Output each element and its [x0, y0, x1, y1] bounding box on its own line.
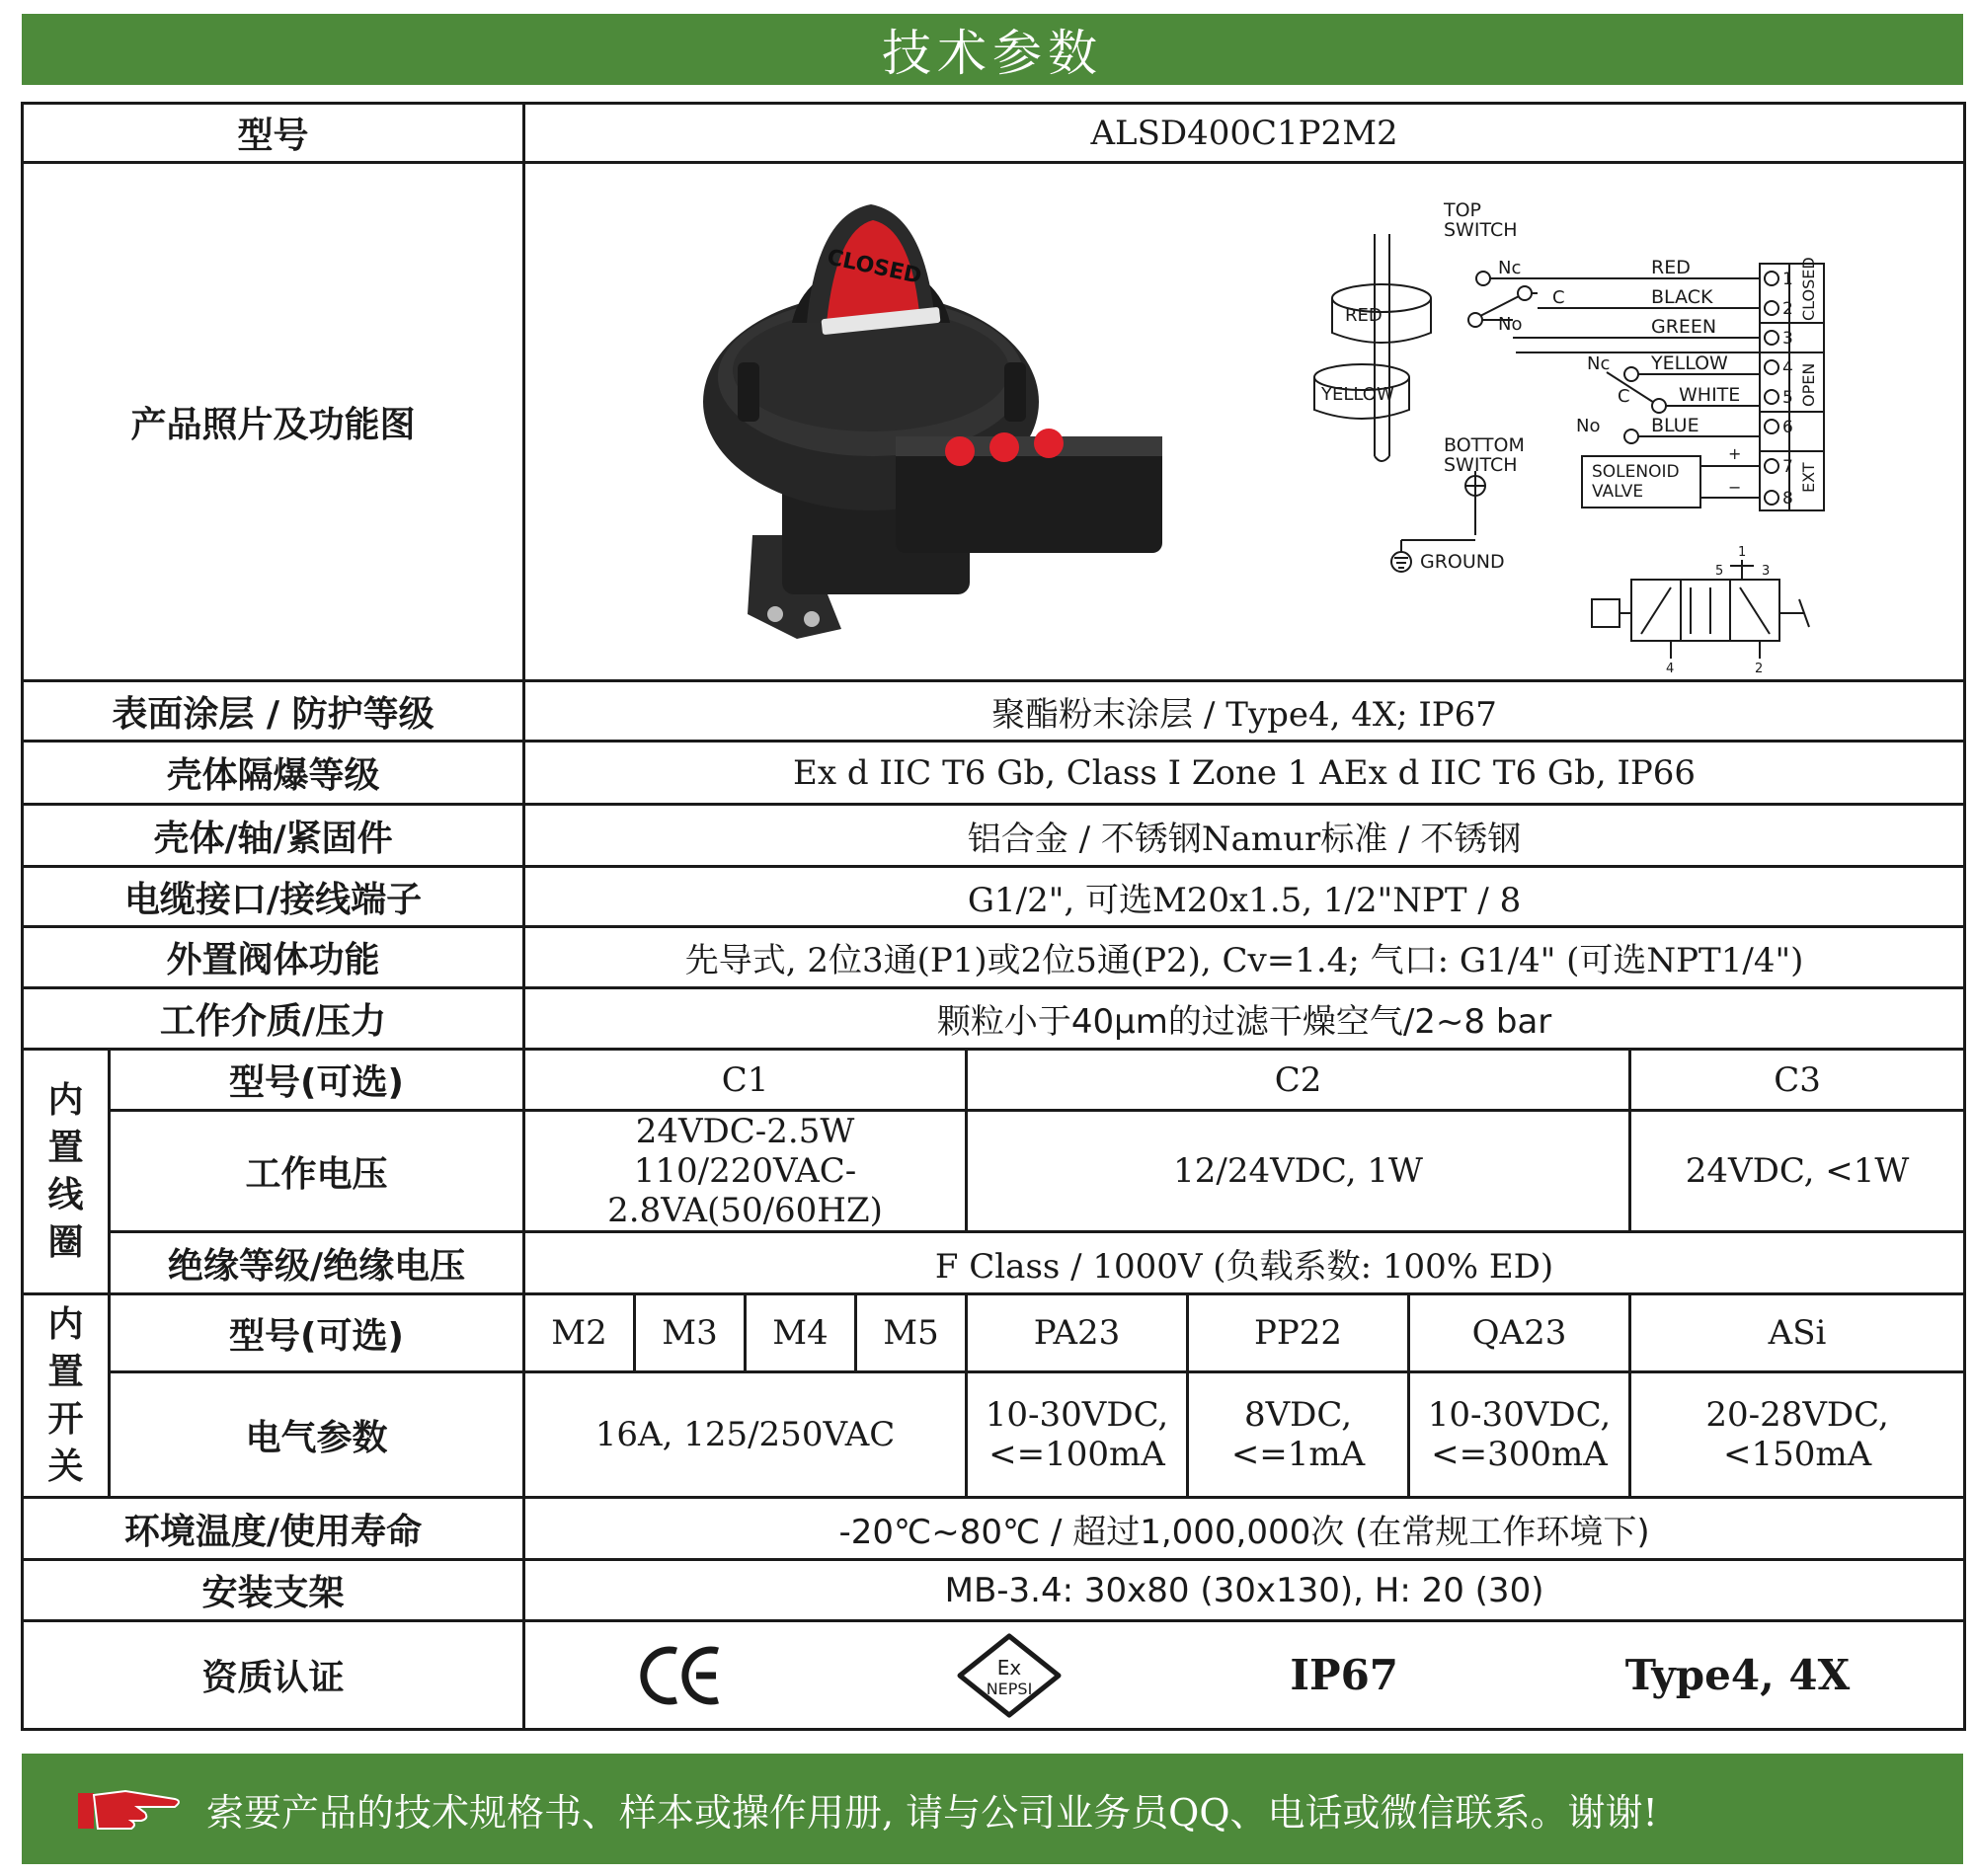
switch-model-m5: M5: [856, 1294, 967, 1372]
row-coil-model: [23, 1050, 1965, 1111]
ground-label: GROUND: [1420, 551, 1505, 573]
valve-symbol: [1592, 560, 1809, 659]
group-open: OPEN: [1799, 362, 1819, 407]
terminal-3: 3: [1782, 329, 1793, 349]
coil-voltage-c3: 24VDC, <1W: [1630, 1111, 1965, 1232]
valve-port-2: 2: [1755, 662, 1764, 676]
coil-model-label: 型号(可选): [110, 1050, 524, 1111]
coating-value: 聚酯粉末涂层 / Type4, 4X; IP67: [524, 681, 1965, 742]
cam-yellow-label: YELLOW: [1321, 384, 1394, 405]
switch-model-m4: M4: [746, 1294, 856, 1372]
temperature-label: 环境温度/使用寿命: [23, 1498, 524, 1560]
row-valve: [23, 927, 1965, 988]
coil-model-c2: C2: [967, 1050, 1630, 1111]
coil-voltage-c1-line2: 110/220VAC-2.8VA(50/60HZ): [607, 1151, 883, 1230]
material-value: 铝合金 / 不锈钢Namur标准 / 不锈钢: [524, 805, 1965, 867]
switch-group-label: [23, 1294, 110, 1498]
page-title: 技术参数: [882, 25, 1103, 82]
wire-black: BLACK: [1651, 286, 1713, 308]
row-medium: [23, 988, 1965, 1050]
coil-char-3: 线: [47, 1174, 84, 1215]
coil-voltage-label: 工作电压: [110, 1111, 524, 1232]
contact-nc-bottom: Nc: [1587, 353, 1611, 374]
group-closed: CLOSED: [1799, 257, 1819, 321]
contact-no-top: No: [1498, 314, 1523, 335]
coil-model-c3: C3: [1630, 1050, 1965, 1111]
terminal-4: 4: [1782, 358, 1793, 378]
switch-param-qa23-line2: <=300mA: [1431, 1435, 1608, 1474]
switch-param-asi-line1: 20-28VDC,: [1705, 1395, 1889, 1435]
contact-c-top: C: [1552, 287, 1565, 308]
contact-nc-top: Nc: [1498, 258, 1522, 278]
row-bracket: [23, 1560, 1965, 1621]
wire-yellow: YELLOW: [1651, 352, 1728, 374]
model-value: ALSD400C1P2M2: [524, 104, 1965, 163]
coil-group-label: [23, 1050, 110, 1294]
switch-model-m2: M2: [524, 1294, 635, 1372]
coil-model-c1: C1: [524, 1050, 967, 1111]
valve-port-5: 5: [1715, 564, 1724, 579]
bottom-switch-label-2: SWITCH: [1444, 454, 1518, 476]
switch-param-label: 电气参数: [110, 1372, 524, 1498]
cert-label: 资质认证: [23, 1621, 524, 1730]
photo-label: 产品照片及功能图: [23, 163, 524, 681]
solenoid-label-1: SOLENOID: [1592, 462, 1680, 482]
switch-param-m: 16A, 125/250VAC: [524, 1372, 967, 1498]
row-temperature: [23, 1498, 1965, 1560]
row-material: [23, 805, 1965, 867]
solenoid-plus: +: [1728, 444, 1742, 463]
footer-banner: [22, 1754, 1963, 1864]
switch-model-asi: ASi: [1630, 1294, 1965, 1372]
medium-label: 工作介质/压力: [23, 988, 524, 1050]
top-switch-label-2: SWITCH: [1444, 219, 1518, 241]
switch-param-pp22-line1: 8VDC,: [1243, 1395, 1353, 1435]
cable-value: G1/2", 可选M20x1.5, 1/2"NPT / 8: [524, 867, 1965, 927]
wire-red: RED: [1651, 257, 1691, 278]
coil-insulation-label: 绝缘等级/绝缘电压: [110, 1232, 524, 1294]
row-switch-params: [23, 1372, 1965, 1498]
group-ext: EXT: [1799, 462, 1819, 493]
medium-value: 颗粒小于40μm的过滤干燥空气/2~8 bar: [524, 988, 1965, 1050]
footer-text: 索要产品的技术规格书、样本或操作用册, 请与公司业务员QQ、电话或微信联系。谢谢!: [206, 1790, 1658, 1835]
ce-mark-icon: [639, 1641, 728, 1710]
switch-model-pp22: PP22: [1188, 1294, 1409, 1372]
coil-insulation-value: F Class / 1000V (负载系数: 100% ED): [524, 1232, 1965, 1294]
pointing-hand-icon: [76, 1779, 185, 1838]
valve-port-3: 3: [1762, 564, 1771, 579]
wire-white: WHITE: [1679, 384, 1741, 406]
wire-blue: BLUE: [1651, 415, 1699, 436]
row-explosion: [23, 742, 1965, 805]
switch-param-pp22: [1188, 1372, 1409, 1498]
cert-cell: [524, 1621, 1965, 1730]
coil-char-1: 内: [47, 1079, 84, 1121]
switch-param-pa23-line1: 10-30VDC,: [985, 1395, 1169, 1435]
row-coating: [23, 681, 1965, 742]
solenoid-label-2: VALVE: [1592, 482, 1644, 502]
row-model: [23, 104, 1965, 163]
wire-green: GREEN: [1651, 316, 1717, 338]
terminal-6: 6: [1782, 418, 1793, 437]
valve-value: 先导式, 2位3通(P1)或2位5通(P2), Cv=1.4; 气口: G1/4" (可选NPT1/4"): [524, 927, 1965, 988]
switch-param-asi-line2: <150mA: [1722, 1435, 1872, 1474]
row-photo: [23, 163, 1965, 681]
switch-model-m3: M3: [635, 1294, 746, 1372]
switch-param-pa23: [967, 1372, 1188, 1498]
terminal-5: 5: [1782, 388, 1793, 408]
bracket-value: MB-3.4: 30x80 (30x130), H: 20 (30): [524, 1560, 1965, 1621]
switch-param-qa23: [1409, 1372, 1630, 1498]
switch-char-3: 开: [47, 1398, 84, 1440]
material-label: 壳体/轴/紧固件: [23, 805, 524, 867]
photo-diagram-cell: [524, 163, 1965, 681]
explosion-value: Ex d IIC T6 Gb, Class I Zone 1 AEx d IIC T6 Gb, IP66: [524, 742, 1965, 805]
coil-voltage-c1-line1: 24VDC-2.5W: [635, 1112, 855, 1151]
coil-voltage-c1: [524, 1111, 967, 1232]
row-switch-model: [23, 1294, 1965, 1372]
switch-model-label: 型号(可选): [110, 1294, 524, 1372]
product-illustration: [525, 165, 1962, 678]
terminal-7: 7: [1782, 457, 1793, 477]
top-switch-label-1: TOP: [1444, 199, 1482, 221]
switch-param-qa23-line1: 10-30VDC,: [1427, 1395, 1612, 1435]
terminal-2: 2: [1782, 299, 1793, 319]
coil-char-2: 置: [47, 1127, 84, 1168]
row-cable: [23, 867, 1965, 927]
valve-port-4: 4: [1666, 662, 1675, 676]
coating-label: 表面涂层 / 防护等级: [23, 681, 524, 742]
row-coil-voltage: [23, 1111, 1965, 1232]
switch-char-1: 内: [47, 1303, 84, 1345]
indicator-label: CLOSED: [825, 245, 924, 289]
valve-label: 外置阀体功能: [23, 927, 524, 988]
terminal-8: 8: [1782, 489, 1793, 508]
contact-no-bottom: No: [1576, 416, 1601, 436]
model-label: 型号: [23, 104, 524, 163]
coil-char-4: 圈: [47, 1221, 84, 1263]
switch-param-pp22-line2: <=1mA: [1230, 1435, 1366, 1474]
valve-port-1: 1: [1738, 545, 1747, 560]
contact-c-bottom: C: [1618, 386, 1630, 407]
spec-table: [21, 102, 1966, 1731]
switch-param-asi: [1630, 1372, 1965, 1498]
switch-param-pa23-line2: <=100mA: [988, 1435, 1165, 1474]
explosion-label: 壳体隔爆等级: [23, 742, 524, 805]
bracket-label: 安装支架: [23, 1560, 524, 1621]
temperature-value: -20℃~80℃ / 超过1,000,000次 (在常规工作环境下): [524, 1498, 1965, 1560]
coil-voltage-c2: 12/24VDC, 1W: [967, 1111, 1630, 1232]
cable-label: 电缆接口/接线端子: [23, 867, 524, 927]
switch-char-2: 置: [47, 1351, 84, 1392]
switch-model-qa23: QA23: [1409, 1294, 1630, 1372]
ex-text: Ex: [996, 1655, 1021, 1680]
row-cert: [23, 1621, 1965, 1730]
terminal-1: 1: [1782, 270, 1793, 289]
switch-char-4: 关: [47, 1446, 84, 1487]
ex-nepsi-icon: [955, 1631, 1064, 1720]
solenoid-minus: −: [1728, 478, 1742, 497]
bottom-switch-label-1: BOTTOM: [1444, 434, 1525, 456]
cam-red-label: RED: [1345, 305, 1382, 326]
limit-switch-box-image: [703, 204, 1162, 639]
cert-ip67: IP67: [1290, 1651, 1399, 1699]
row-coil-insulation: [23, 1232, 1965, 1294]
cert-type4: Type4, 4X: [1624, 1651, 1851, 1699]
title-banner: [22, 14, 1963, 85]
switch-model-pa23: PA23: [967, 1294, 1188, 1372]
nepsi-text: NEPSI: [986, 1679, 1032, 1698]
